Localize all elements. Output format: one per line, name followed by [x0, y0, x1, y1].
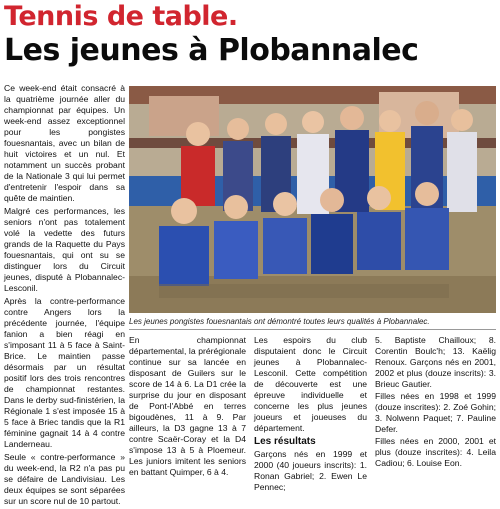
article-column-2: [129, 335, 246, 479]
results-text: 5. Baptiste Chailloux; 8. Corentin Boulc'h; 13. Kaëlig Renoux. Garçons nés en 2001, 2002 et plus (douze inscrits): 3. Brieuc Gautier.: [375, 335, 496, 389]
section-kicker: Tennis de table.: [4, 1, 238, 32]
paragraph: Malgré ces performances, les seniors n'ont pas totalement volé la vedette des futurs grands de la Raquette du Pays fouesnantais, qui ont su se distinguer lors du Circuit jeunes, disputé à Plobannalec-Lesconil.: [4, 206, 125, 293]
article-column-4: [375, 335, 496, 470]
results-text: Filles nées en 1998 et 1999 (douze inscrites): 2. Zoé Gohin; 3. Nolwenn Paquet; 7. Pauline Defer.: [375, 391, 496, 434]
results-text: Filles nées en 2000, 2001 et plus (douze inscrites): 4. Leila Cadiou; 6. Louise Eon.: [375, 436, 496, 468]
results-heading: Les résultats: [254, 436, 316, 447]
paragraph: Les espoirs du club disputaient donc le Circuit jeunes à Plobannalec-Lesconil. Cette compétition de découverte est une épreuve individuelle et concerne les plus jeunes joueurs et joueuses du département.: [254, 335, 367, 433]
results-text: Garçons nés en 1999 et 2000 (40 joueurs inscrits): 1. Ronan Gabriel; 2. Ewen Le Pennec;: [254, 449, 367, 492]
article-column-1: [4, 83, 125, 509]
paragraph: En championnat départemental, la prérégionale continue sur sa lancée en disposant de Guilers sur le score de 14 à 6. La D1 crée la surprise du jour en disposant de Pont-l'Abbé en terres bigoudènes, 11 à 9. Par ailleurs, la D3 gagne 13 à 7 contre Scaër-Coray et la D4 s'impose 13 à 5 à Ploemeur. Les juniors imitent les seniors en battant Quimper, 6 à 4.: [129, 335, 246, 477]
paragraph: Ce week-end était consacré à la quatrième journée aller du championnat par équipes. Un week-end assez exceptionnel pour les pongistes fouesnantais, avec un bilan de huit victoires et un nul. Et notamment un succès probant de la Nationale 3 qui lui permet d'entretenir l'espoir dans sa quête de maintien.: [4, 83, 125, 203]
article-column-3: [254, 335, 367, 494]
paragraph: Après la contre-performance contre Angers lors la précédente journée, l'équipe fanion a bien réagi en s'imposant 11 à 5 face à Saint-Brice. Le maintien passe désormais par un résultat positif lors des trois rencontres de championnat restantes. Dans le derby sud-finistérien, la Régionale 1 s'est imposée 15 à 5 face à Briec tandis que la R1 féminine gagnait 14 à 4 contre Landerneau.: [4, 296, 125, 449]
headline: Les jeunes à Plobannalec: [4, 33, 419, 68]
divider: [129, 329, 496, 330]
team-photo: [129, 86, 496, 313]
photo-caption: Les jeunes pongistes fouesnantais ont démontré toutes leurs qualités à Plobannalec.: [129, 317, 430, 326]
paragraph: Seule « contre-performance » du week-end, la R2 n'a pas pu se défaire de Landivisiau. Les deux équipes se sont séparées sur un score nul de 10 partout.: [4, 452, 125, 506]
